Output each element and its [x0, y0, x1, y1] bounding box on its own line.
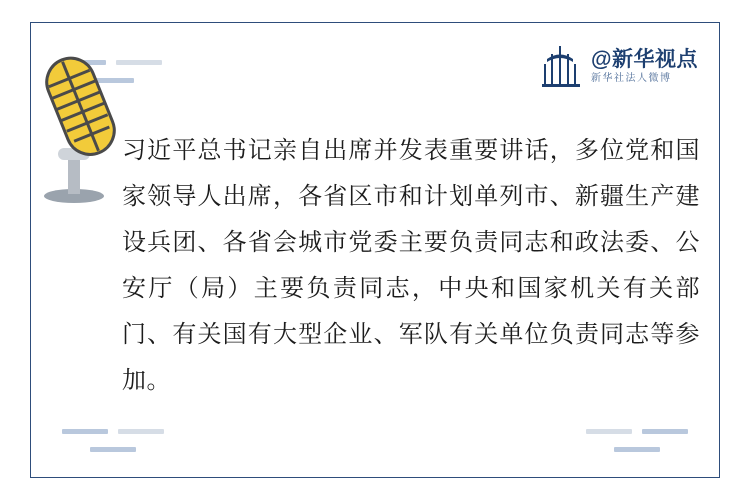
xinhua-logo-mark-icon [539, 44, 583, 88]
brand-title: @新华视点 [591, 47, 698, 71]
poster-body-text: 习近平总书记亲自出席并发表重要讲话，多位党和国家领导人出席，各省区市和计划单列市、新疆生产建设兵团、各省会城市党委主要负责同志和政法委、公安厅（局）主要负责同志，中央和国家机关有关部门、有关国有大型企业、军队有关单位负责同志等参加。 [122, 138, 700, 394]
decor-dash-bottom-left-2 [118, 429, 164, 434]
decor-dash-bottom-right-2 [586, 429, 632, 434]
brand-subtitle: 新华社法人微博 [591, 72, 672, 84]
decor-dash-bottom-left-1 [62, 429, 108, 434]
decor-dash-bottom-left-3 [90, 447, 136, 452]
brand-text [591, 49, 698, 84]
decor-dash-bottom-right-1 [642, 429, 688, 434]
brand-logo [539, 44, 698, 88]
decor-dash-bottom-right-3 [614, 447, 660, 452]
